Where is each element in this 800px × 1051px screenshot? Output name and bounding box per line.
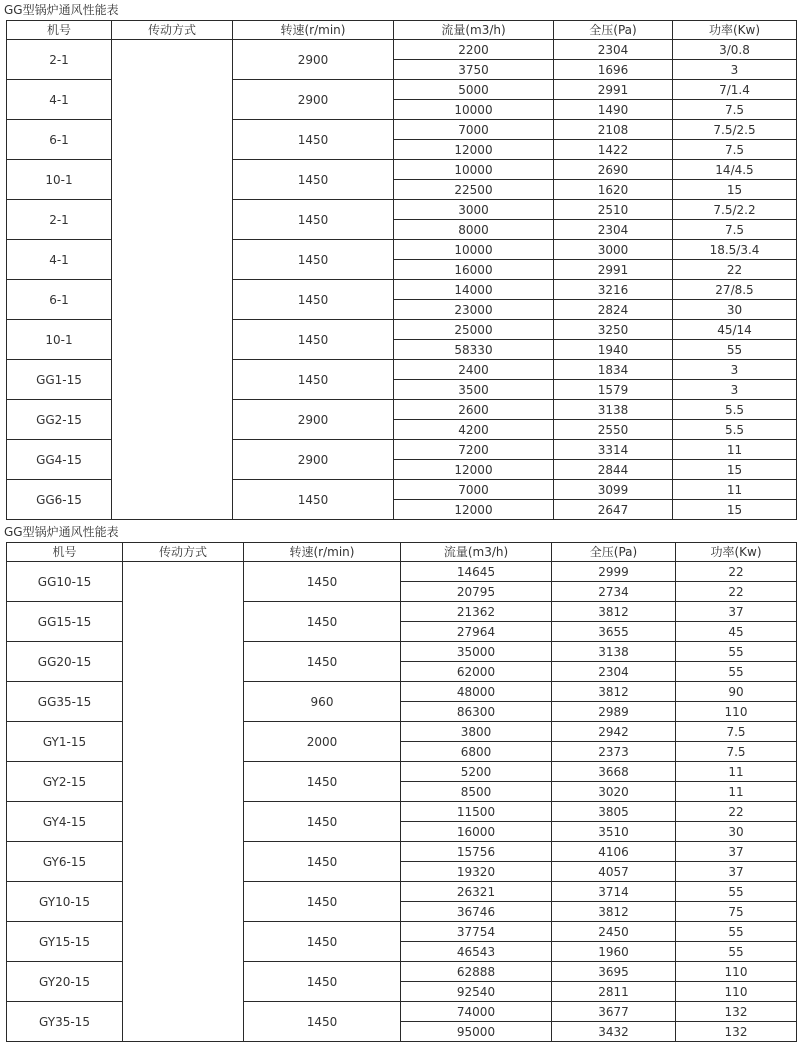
pressure-cell: 3655 [552,622,676,642]
model-cell: GG20-15 [7,642,123,682]
pressure-cell: 2304 [554,40,673,60]
power-cell: 110 [676,702,797,722]
flow-cell: 3000 [394,200,554,220]
power-cell: 37 [676,862,797,882]
header-drive-method: 传动方式 [123,543,244,562]
power-cell: 14/4.5 [673,160,797,180]
speed-cell: 1450 [244,562,401,602]
power-cell: 110 [676,962,797,982]
power-cell: 3 [673,360,797,380]
power-cell: 3 [673,380,797,400]
speed-cell: 2900 [233,80,394,120]
power-cell: 22 [676,562,797,582]
power-cell: 22 [676,802,797,822]
flow-cell: 7200 [394,440,554,460]
flow-cell: 12000 [394,460,554,480]
power-cell: 7/1.4 [673,80,797,100]
pressure-cell: 2304 [552,662,676,682]
pressure-cell: 1579 [554,380,673,400]
pressure-cell: 2844 [554,460,673,480]
pressure-cell: 2304 [554,220,673,240]
pressure-cell: 2690 [554,160,673,180]
table-row [7,40,797,60]
model-cell: 4-1 [7,240,112,280]
pressure-cell: 3250 [554,320,673,340]
performance-table-2 [6,542,797,1042]
speed-cell: 2900 [233,400,394,440]
header-speed: 转速(r/min) [233,21,394,40]
power-cell: 3 [673,60,797,80]
pressure-cell: 2811 [552,982,676,1002]
model-cell: GG1-15 [7,360,112,400]
pressure-cell: 3138 [552,642,676,662]
power-cell: 15 [673,180,797,200]
flow-cell: 35000 [401,642,552,662]
speed-cell: 1450 [233,360,394,400]
power-cell: 55 [676,942,797,962]
pressure-cell: 3714 [552,882,676,902]
model-cell: 6-1 [7,280,112,320]
pressure-cell: 3812 [552,902,676,922]
model-cell: 4-1 [7,80,112,120]
flow-cell: 3500 [394,380,554,400]
power-cell: 18.5/3.4 [673,240,797,260]
flow-cell: 3800 [401,722,552,742]
pressure-cell: 2510 [554,200,673,220]
speed-cell: 1450 [244,802,401,842]
speed-cell: 1450 [244,762,401,802]
speed-cell: 1450 [233,480,394,520]
header-drive-method: 传动方式 [112,21,233,40]
power-cell: 7.5/2.5 [673,120,797,140]
flow-cell: 21362 [401,602,552,622]
pressure-cell: 1490 [554,100,673,120]
pressure-cell: 3510 [552,822,676,842]
power-cell: 11 [673,480,797,500]
power-cell: 37 [676,602,797,622]
model-cell: GG15-15 [7,602,123,642]
flow-cell: 6800 [401,742,552,762]
model-cell: 6-1 [7,120,112,160]
model-cell: GG10-15 [7,562,123,602]
power-cell: 45/14 [673,320,797,340]
power-cell: 22 [673,260,797,280]
flow-cell: 12000 [394,500,554,520]
flow-cell: 5000 [394,80,554,100]
pressure-cell: 2450 [552,922,676,942]
power-cell: 5.5 [673,420,797,440]
flow-cell: 2200 [394,40,554,60]
pressure-cell: 2991 [554,260,673,280]
model-cell: GY35-15 [7,1002,123,1042]
flow-cell: 74000 [401,1002,552,1022]
header-pressure: 全压(Pa) [552,543,676,562]
header-model: 机号 [7,543,123,562]
speed-cell: 1450 [233,320,394,360]
speed-cell: 1450 [244,1002,401,1042]
pressure-cell: 3695 [552,962,676,982]
flow-cell: 14000 [394,280,554,300]
flow-cell: 8000 [394,220,554,240]
pressure-cell: 3677 [552,1002,676,1022]
power-cell: 45 [676,622,797,642]
pressure-cell: 1940 [554,340,673,360]
speed-cell: 1450 [233,240,394,280]
pressure-cell: 3805 [552,802,676,822]
pressure-cell: 3314 [554,440,673,460]
power-cell: 7.5 [673,100,797,120]
flow-cell: 7000 [394,480,554,500]
power-cell: 30 [676,822,797,842]
model-cell: GG2-15 [7,400,112,440]
power-cell: 11 [673,440,797,460]
speed-cell: 1450 [233,200,394,240]
model-cell: GG4-15 [7,440,112,480]
flow-cell: 19320 [401,862,552,882]
speed-cell: 1450 [244,962,401,1002]
pressure-cell: 1422 [554,140,673,160]
header-speed: 转速(r/min) [244,543,401,562]
flow-cell: 25000 [394,320,554,340]
pressure-cell: 4106 [552,842,676,862]
flow-cell: 10000 [394,100,554,120]
flow-cell: 26321 [401,882,552,902]
flow-cell: 16000 [401,822,552,842]
model-cell: GG35-15 [7,682,123,722]
speed-cell: 1450 [233,120,394,160]
header-model: 机号 [7,21,112,40]
flow-cell: 10000 [394,160,554,180]
pressure-cell: 2991 [554,80,673,100]
model-cell: 2-1 [7,200,112,240]
pressure-cell: 3668 [552,762,676,782]
flow-cell: 36746 [401,902,552,922]
power-cell: 110 [676,982,797,1002]
pressure-cell: 2989 [552,702,676,722]
model-cell: GG6-15 [7,480,112,520]
speed-cell: 2000 [244,722,401,762]
power-cell: 11 [676,762,797,782]
drive-method-cell [123,562,244,1042]
power-cell: 132 [676,1002,797,1022]
flow-cell: 12000 [394,140,554,160]
flow-cell: 95000 [401,1022,552,1042]
header-pressure: 全压(Pa) [554,21,673,40]
flow-cell: 37754 [401,922,552,942]
flow-cell: 10000 [394,240,554,260]
speed-cell: 1450 [244,922,401,962]
model-cell: GY2-15 [7,762,123,802]
power-cell: 15 [673,460,797,480]
power-cell: 7.5 [676,742,797,762]
pressure-cell: 2108 [554,120,673,140]
flow-cell: 11500 [401,802,552,822]
header-flow: 流量(m3/h) [401,543,552,562]
pressure-cell: 4057 [552,862,676,882]
power-cell: 55 [676,922,797,942]
pressure-cell: 3216 [554,280,673,300]
speed-cell: 1450 [244,642,401,682]
model-cell: GY10-15 [7,882,123,922]
pressure-cell: 3020 [552,782,676,802]
model-cell: GY20-15 [7,962,123,1002]
model-cell: 10-1 [7,320,112,360]
performance-table-1 [6,20,797,520]
drive-method-cell [112,40,233,520]
flow-cell: 16000 [394,260,554,280]
speed-cell: 960 [244,682,401,722]
flow-cell: 7000 [394,120,554,140]
pressure-cell: 2647 [554,500,673,520]
pressure-cell: 2734 [552,582,676,602]
flow-cell: 92540 [401,982,552,1002]
power-cell: 27/8.5 [673,280,797,300]
model-cell: GY4-15 [7,802,123,842]
pressure-cell: 2550 [554,420,673,440]
flow-cell: 20795 [401,582,552,602]
pressure-cell: 3138 [554,400,673,420]
speed-cell: 1450 [244,842,401,882]
pressure-cell: 1620 [554,180,673,200]
flow-cell: 27964 [401,622,552,642]
pressure-cell: 3812 [552,602,676,622]
speed-cell: 1450 [233,160,394,200]
flow-cell: 15756 [401,842,552,862]
power-cell: 22 [676,582,797,602]
flow-cell: 62000 [401,662,552,682]
header-power: 功率(Kw) [673,21,797,40]
flow-cell: 5200 [401,762,552,782]
flow-cell: 62888 [401,962,552,982]
pressure-cell: 3000 [554,240,673,260]
flow-cell: 22500 [394,180,554,200]
flow-cell: 86300 [401,702,552,722]
speed-cell: 1450 [233,280,394,320]
power-cell: 37 [676,842,797,862]
power-cell: 55 [676,662,797,682]
power-cell: 132 [676,1022,797,1042]
pressure-cell: 1960 [552,942,676,962]
power-cell: 7.5/2.2 [673,200,797,220]
power-cell: 11 [676,782,797,802]
power-cell: 15 [673,500,797,520]
flow-cell: 48000 [401,682,552,702]
pressure-cell: 2942 [552,722,676,742]
flow-cell: 2600 [394,400,554,420]
flow-cell: 14645 [401,562,552,582]
power-cell: 7.5 [673,220,797,240]
header-row [7,543,797,562]
flow-cell: 2400 [394,360,554,380]
pressure-cell: 2373 [552,742,676,762]
header-flow: 流量(m3/h) [394,21,554,40]
speed-cell: 2900 [233,40,394,80]
table-1-caption: GG型锅炉通风性能表 [4,3,119,17]
header-row [7,21,797,40]
power-cell: 7.5 [673,140,797,160]
speed-cell: 2900 [233,440,394,480]
power-cell: 75 [676,902,797,922]
power-cell: 5.5 [673,400,797,420]
pressure-cell: 1834 [554,360,673,380]
power-cell: 30 [673,300,797,320]
pressure-cell: 1696 [554,60,673,80]
power-cell: 55 [673,340,797,360]
pressure-cell: 2824 [554,300,673,320]
header-power: 功率(Kw) [676,543,797,562]
power-cell: 7.5 [676,722,797,742]
power-cell: 55 [676,882,797,902]
speed-cell: 1450 [244,882,401,922]
speed-cell: 1450 [244,602,401,642]
pressure-cell: 3812 [552,682,676,702]
pressure-cell: 3432 [552,1022,676,1042]
model-cell: 2-1 [7,40,112,80]
table-row [7,562,797,582]
power-cell: 3/0.8 [673,40,797,60]
flow-cell: 8500 [401,782,552,802]
table-2-caption: GG型锅炉通风性能表 [4,525,119,539]
power-cell: 55 [676,642,797,662]
flow-cell: 58330 [394,340,554,360]
pressure-cell: 2999 [552,562,676,582]
flow-cell: 3750 [394,60,554,80]
model-cell: 10-1 [7,160,112,200]
model-cell: GY1-15 [7,722,123,762]
flow-cell: 4200 [394,420,554,440]
model-cell: GY6-15 [7,842,123,882]
flow-cell: 23000 [394,300,554,320]
flow-cell: 46543 [401,942,552,962]
pressure-cell: 3099 [554,480,673,500]
model-cell: GY15-15 [7,922,123,962]
power-cell: 90 [676,682,797,702]
